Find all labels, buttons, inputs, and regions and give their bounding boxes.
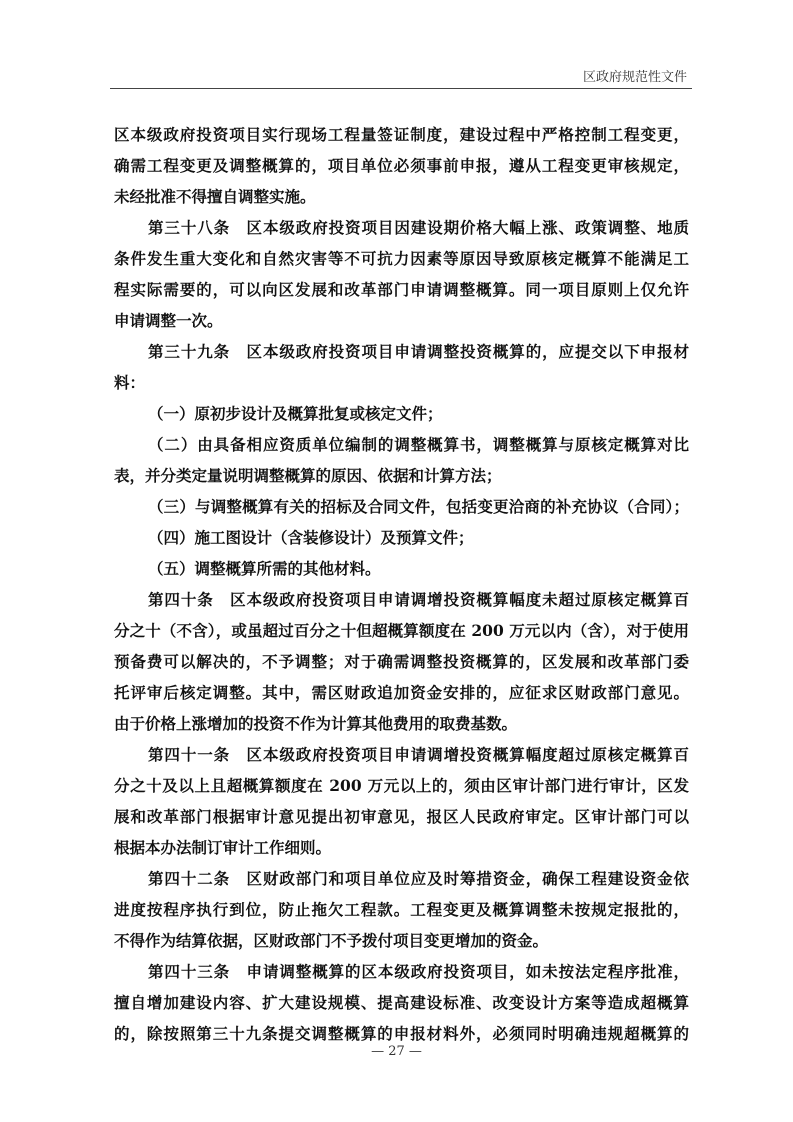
document-body: [114, 119, 689, 1049]
body-line: 第四十一条 区本级政府投资项目申请调增投资概算幅度超过原核定概算百: [148, 745, 689, 764]
body-line: 未经批准不得擅自调整实施。: [114, 187, 316, 206]
body-line: 程实际需要的，可以向区发展和改革部门申请调整概算。同一项目原则上仅允许: [114, 280, 689, 299]
body-line: 确需工程变更及调整概算的，项目单位必须事前申报，遵从工程变更审核规定，: [114, 156, 689, 175]
body-line: 区本级政府投资项目实行现场工程量签证制度，建设过程中严格控制工程变更，: [114, 125, 689, 144]
body-line: 进度按程序执行到位，防止拖欠工程款。工程变更及概算调整未按规定报批的，: [114, 900, 689, 919]
body-line: 申请调整一次。: [114, 311, 223, 330]
body-line: 第四十条 区本级政府投资项目申请调增投资概算幅度未超过原核定概算百: [148, 590, 689, 609]
body-line: 第四十二条 区财政部门和项目单位应及时筹措资金，确保工程建设资金依: [148, 869, 689, 888]
body-line: （三）与调整概算有关的招标及合同文件，包括变更洽商的补充协议（合同）；: [148, 497, 689, 516]
body-line: 分之十及以上且超概算额度在 200 万元以上的，须由区审计部门进行审计，区发: [114, 776, 689, 795]
body-line: （一）原初步设计及概算批复或核定文件；: [148, 404, 443, 423]
body-line: 第四十三条 申请调整概算的区本级政府投资项目，如未按法定程序批准，: [148, 962, 689, 981]
body-line: （五）调整概算所需的其他材料。: [148, 559, 381, 578]
page-number: — 27 —: [371, 1044, 422, 1059]
body-line: （二）由具备相应资质单位编制的调整概算书，调整概算与原核定概算对比: [148, 435, 689, 454]
body-line: 由于价格上涨增加的投资不作为计算其他费用的取费基数。: [114, 714, 518, 733]
body-line: 根据本办法制订审计工作细则。: [114, 838, 332, 857]
body-line: 料：: [114, 373, 146, 392]
body-line: 第三十九条 区本级政府投资项目申请调整投资概算的，应提交以下申报材: [148, 342, 689, 361]
body-line: 擅自增加建设内容、扩大建设规模、提高建设标准、改变设计方案等造成超概算: [114, 993, 689, 1012]
body-line: 不得作为结算依据，区财政部门不予拨付项目变更增加的资金。: [114, 931, 549, 950]
body-line: 预备费可以解决的，不予调整；对于确需调整投资概算的，区发展和改革部门委: [114, 652, 689, 671]
body-line: 展和改革部门根据审计意见提出初审意见，报区人民政府审定。区审计部门可以: [114, 807, 689, 826]
body-line: 托评审后核定调整。其中，需区财政追加资金安排的，应征求区财政部门意见。: [114, 683, 689, 702]
body-line: 分之十（不含），或虽超过百分之十但超概算额度在 200 万元以内（含），对于使用: [114, 621, 689, 640]
header-divider: [110, 88, 692, 89]
body-line: 的，除按照第三十九条提交调整概算的申报材料外，必须同时明确违规超概算的: [114, 1024, 689, 1043]
body-line: 表，并分类定量说明调整概算的原因、依据和计算方法；: [114, 466, 502, 485]
body-line: 条件发生重大变化和自然灾害等不可抗力因素等原因导致原核定概算不能满足工: [114, 249, 689, 268]
body-line: （四）施工图设计（含装修设计）及预算文件；: [148, 528, 474, 547]
body-line: 第三十八条 区本级政府投资项目因建设期价格大幅上涨、政策调整、地质: [148, 218, 689, 237]
page-header-title: 区政府规范性文件: [582, 70, 687, 85]
